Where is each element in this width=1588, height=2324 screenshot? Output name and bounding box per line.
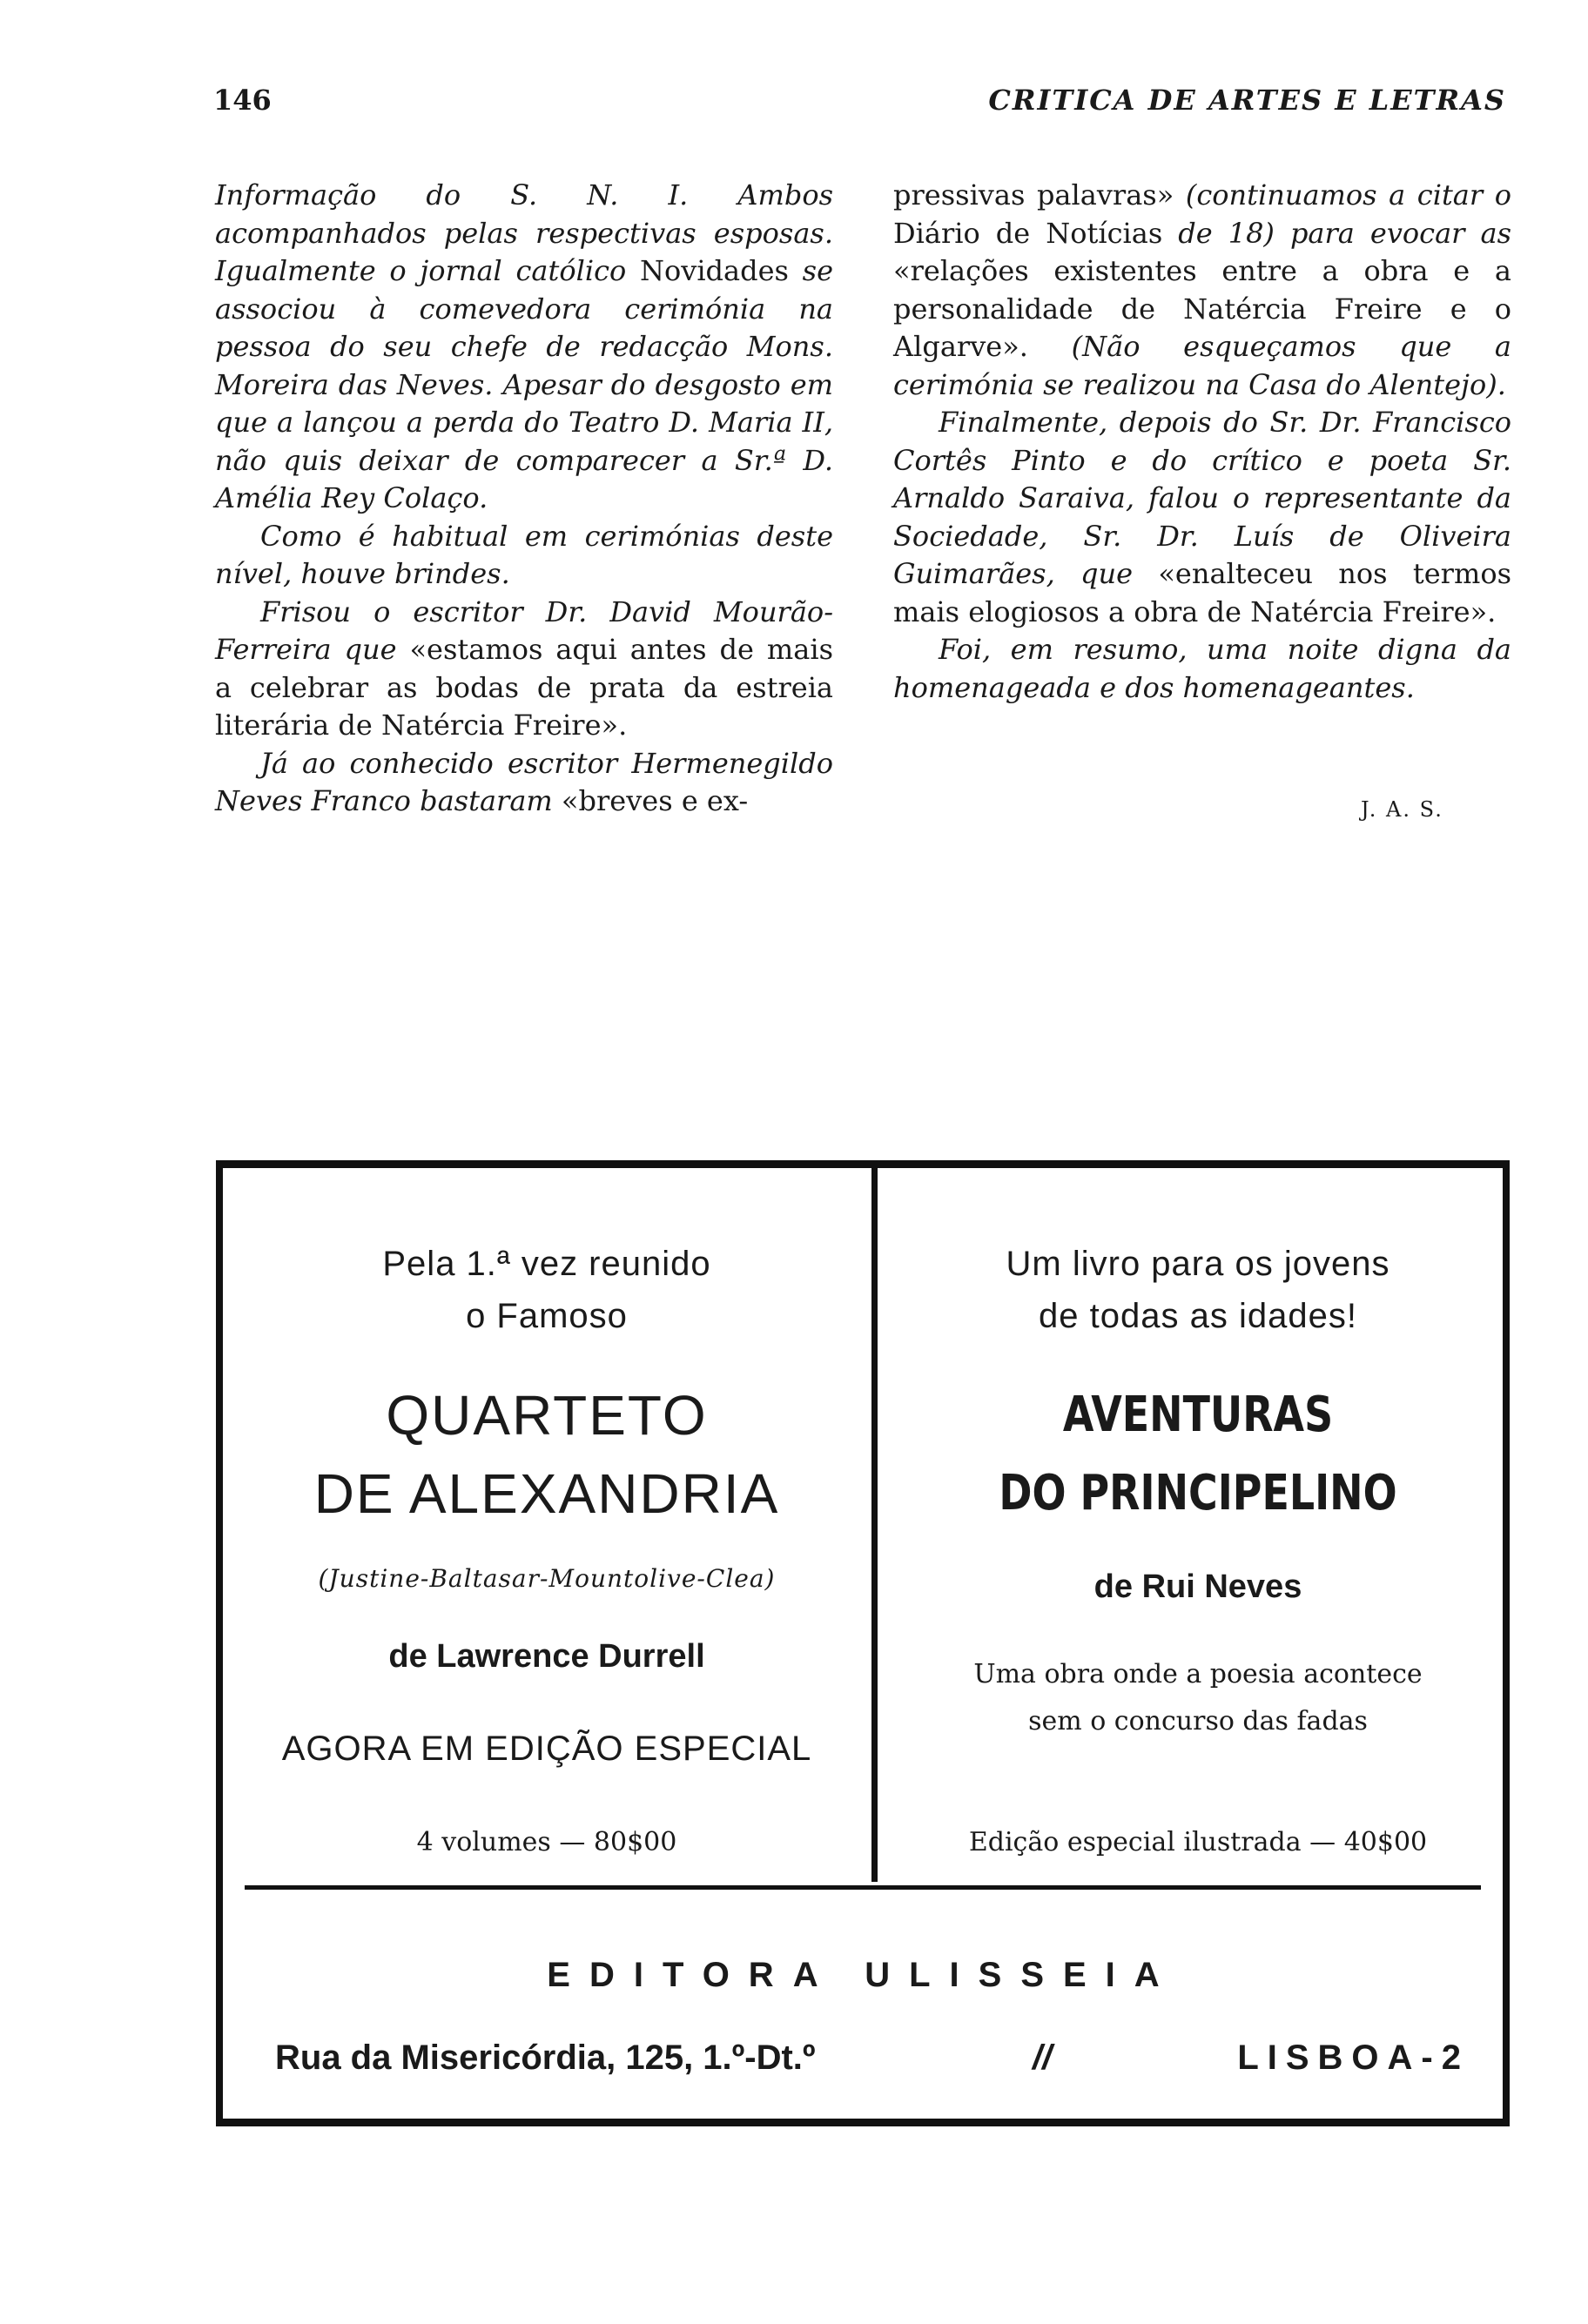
author-signature: J. A. S. [1361, 797, 1443, 822]
vertical-divider [871, 1168, 878, 1882]
advertisement-box [216, 1160, 1510, 2126]
italic-run: de 18) para evocar as [1162, 216, 1512, 250]
book-title-line: DE ALEXANDRIA [313, 1462, 780, 1525]
price: 4 volumes — 80$00 [416, 1827, 677, 1857]
ad-intro-line: o Famoso [466, 1297, 628, 1335]
roman-run: «breves e ex- [561, 784, 749, 817]
roman-run: Diário de Notícias [893, 216, 1163, 250]
italic-run: Como é habitual em cerimónias deste nível, houve brindes. [215, 519, 833, 590]
roman-run: pressivas palavras» [893, 178, 1186, 212]
italic-run: Frisou o escritor Dr. David Mourão-Ferreira que [215, 594, 833, 666]
ad-intro-line: Pela 1.ª vez reunido [382, 1245, 711, 1283]
paragraph [893, 631, 1511, 707]
paragraph [893, 404, 1511, 631]
ad-intro-line: de todas as idades! [1039, 1297, 1357, 1335]
book-title-line: AVENTURAS [1062, 1387, 1334, 1443]
book-author: de Rui Neves [1093, 1568, 1302, 1605]
italic-run: Informação do S. N. I. Ambos acompanhados pelas respectivas esposas. Igualmente o jornal católico [215, 178, 833, 287]
roman-run: Novidades [639, 254, 789, 287]
page-header [213, 84, 1506, 127]
italic-run: (Não esqueçamos que a cerimónia se realizou na Casa do Alentejo). [893, 330, 1512, 401]
italic-run: (continuamos a citar o [1185, 178, 1512, 212]
paragraph [893, 177, 1511, 404]
publisher-city: LISBOA-2 [1237, 2039, 1470, 2077]
publisher-name: EDITORA ULISSEIA [547, 1956, 1179, 1994]
roman-run: «enalteceu nos termos mais elogiosos a obra de Natércia Freire». [893, 557, 1512, 628]
roman-run: «estamos aqui antes de mais a celebrar as bodas de prata da estreia literária de Natércia Freire». [215, 633, 833, 742]
running-title: CRITICA DE ARTES E LETRAS [988, 84, 1506, 117]
italic-run: se associou à comevedora cerimónia na pessoa do seu chefe de redacção Mons. Moreira das Neves. Apesar do desgosto em que a lançou a perda do Teatro D. Maria II, não quis deixar de comparecer a Sr.ª D. Amélia Rey Colaço. [215, 254, 834, 514]
italic-run: Finalmente, depois do Sr. Dr. Francisco Cortês Pinto e do crítico e poeta Sr. Arnaldo Saraiva, falou o representante da Sociedade, Sr. Dr. Luís de Oliveira Guimarães, que [893, 406, 1511, 590]
book-tagline: Uma obra onde a poesia acontece [973, 1659, 1423, 1689]
book-tagline: sem o concurso das fadas [1028, 1706, 1368, 1736]
italic-run: Foi, em resumo, uma noite digna da homenageada e dos homenageantes. [893, 633, 1511, 704]
book-subtitle: (Justine-Baltasar-Mountolive-Clea) [318, 1564, 776, 1593]
paragraph [215, 594, 833, 745]
edition-note: AGORA EM EDIÇÃO ESPECIAL [281, 1730, 812, 1768]
italic-run: Já ao conhecido escritor Hermenegildo Neves Franco bastaram [215, 746, 833, 817]
publisher-address: Rua da Misericórdia, 125, 1.º-Dt.º [275, 2039, 816, 2077]
roman-run: «relações existentes entre a obra e a personalidade de Natércia Freire e o Algarve». [893, 254, 1511, 363]
address-separator: // [1033, 2039, 1053, 2077]
right-text-column [893, 177, 1511, 707]
left-text-column [215, 177, 833, 821]
paragraph [215, 745, 833, 821]
book-title-line: QUARTETO [386, 1384, 708, 1447]
paragraph [215, 518, 833, 594]
page-number: 146 [213, 84, 272, 117]
paragraph [215, 177, 833, 518]
horizontal-divider [245, 1885, 1481, 1890]
ad-intro-line: Um livro para os jovens [1006, 1245, 1390, 1283]
book-title-line: DO PRINCIPELINO [999, 1465, 1397, 1521]
book-author: de Lawrence Durrell [388, 1638, 705, 1675]
price: Edição especial ilustrada — 40$00 [968, 1827, 1428, 1857]
